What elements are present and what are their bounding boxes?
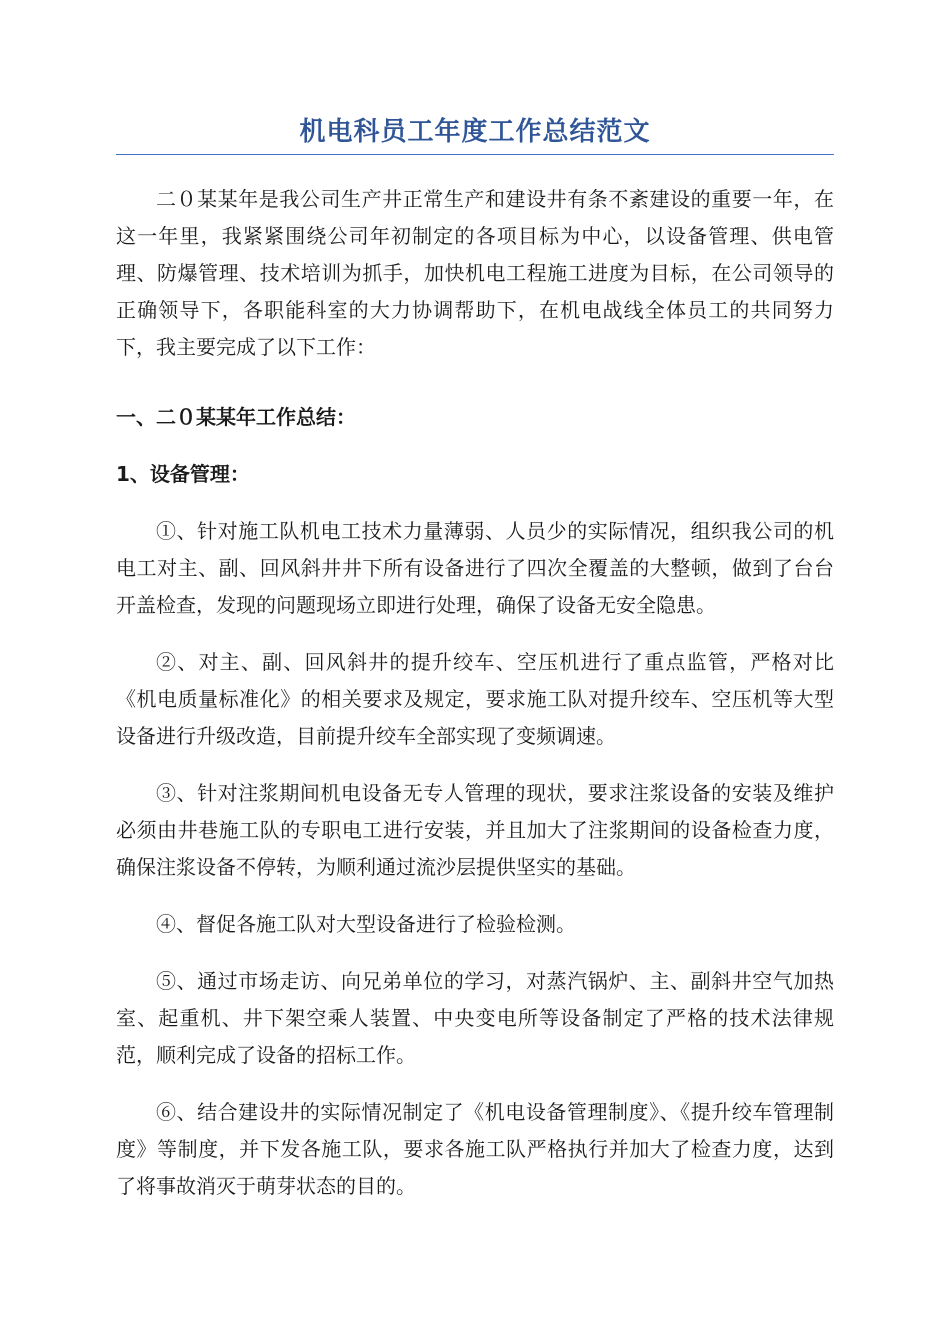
subsection-number: 1 — [116, 462, 130, 486]
item-paragraph: ⑤、通过市场走访、向兄弟单位的学习，对蒸汽锅炉、主、副斜井空气加热室、起重机、井下架空乘人装置、中央变电所等设备制定了严格的技术法律规范，顺利完成了设备的招标工作。 — [116, 969, 834, 1067]
item-paragraph: ④、督促各施工队对大型设备进行了检验检测。 — [156, 912, 576, 936]
document-page — [116, 0, 834, 1205]
subsection-label: 、设备管理： — [129, 462, 250, 486]
item-paragraph: ①、针对施工队机电工技术力量薄弱、人员少的实际情况，组织我公司的机电工对主、副、回风斜井井下所有设备进行了四次全覆盖的大整顿，做到了台台开盖检查，发现的问题现场立即进行处理，确保了设备无安全隐患。 — [116, 519, 834, 617]
item-paragraph: ③、针对注浆期间机电设备无专人管理的现状，要求注浆设备的安装及维护必须由井巷施工队的专职电工进行安装，并且加大了注浆期间的设备检查力度，确保注浆设备不停转，为顺利通过流沙层提供坚实的基础。 — [116, 781, 834, 879]
intro-paragraph: 二０某某年是我公司生产井正常生产和建设井有条不紊建设的重要一年，在这一年里，我紧紧围绕公司年初制定的各项目标为中心，以设备管理、供电管理、防爆管理、技术培训为抓手，加快机电工程施工进度为目标，在公司领导的正确领导下，各职能科室的大力协调帮助下，在机电战线全体员工的共同努力下，我主要完成了以下工作： — [116, 187, 834, 359]
item-paragraph: ②、对主、副、回风斜井的提升绞车、空压机进行了重点监管，严格对比《机电质量标准化》的相关要求及规定，要求施工队对提升绞车、空压机等大型设备进行升级改造，目前提升绞车全部实现了变频调速。 — [116, 650, 834, 748]
item-paragraph: ⑥、结合建设井的实际情况制定了《机电设备管理制度》、《提升绞车管理制度》等制度，并下发各施工队，要求各施工队严格执行并加大了检查力度，达到了将事故消灭于萌芽状态的目的。 — [116, 1100, 834, 1198]
document-title: 机电科员工年度工作总结范文 — [116, 113, 834, 155]
subsection-heading — [116, 456, 834, 493]
section-heading: 一、二０某某年工作总结： — [116, 405, 356, 429]
